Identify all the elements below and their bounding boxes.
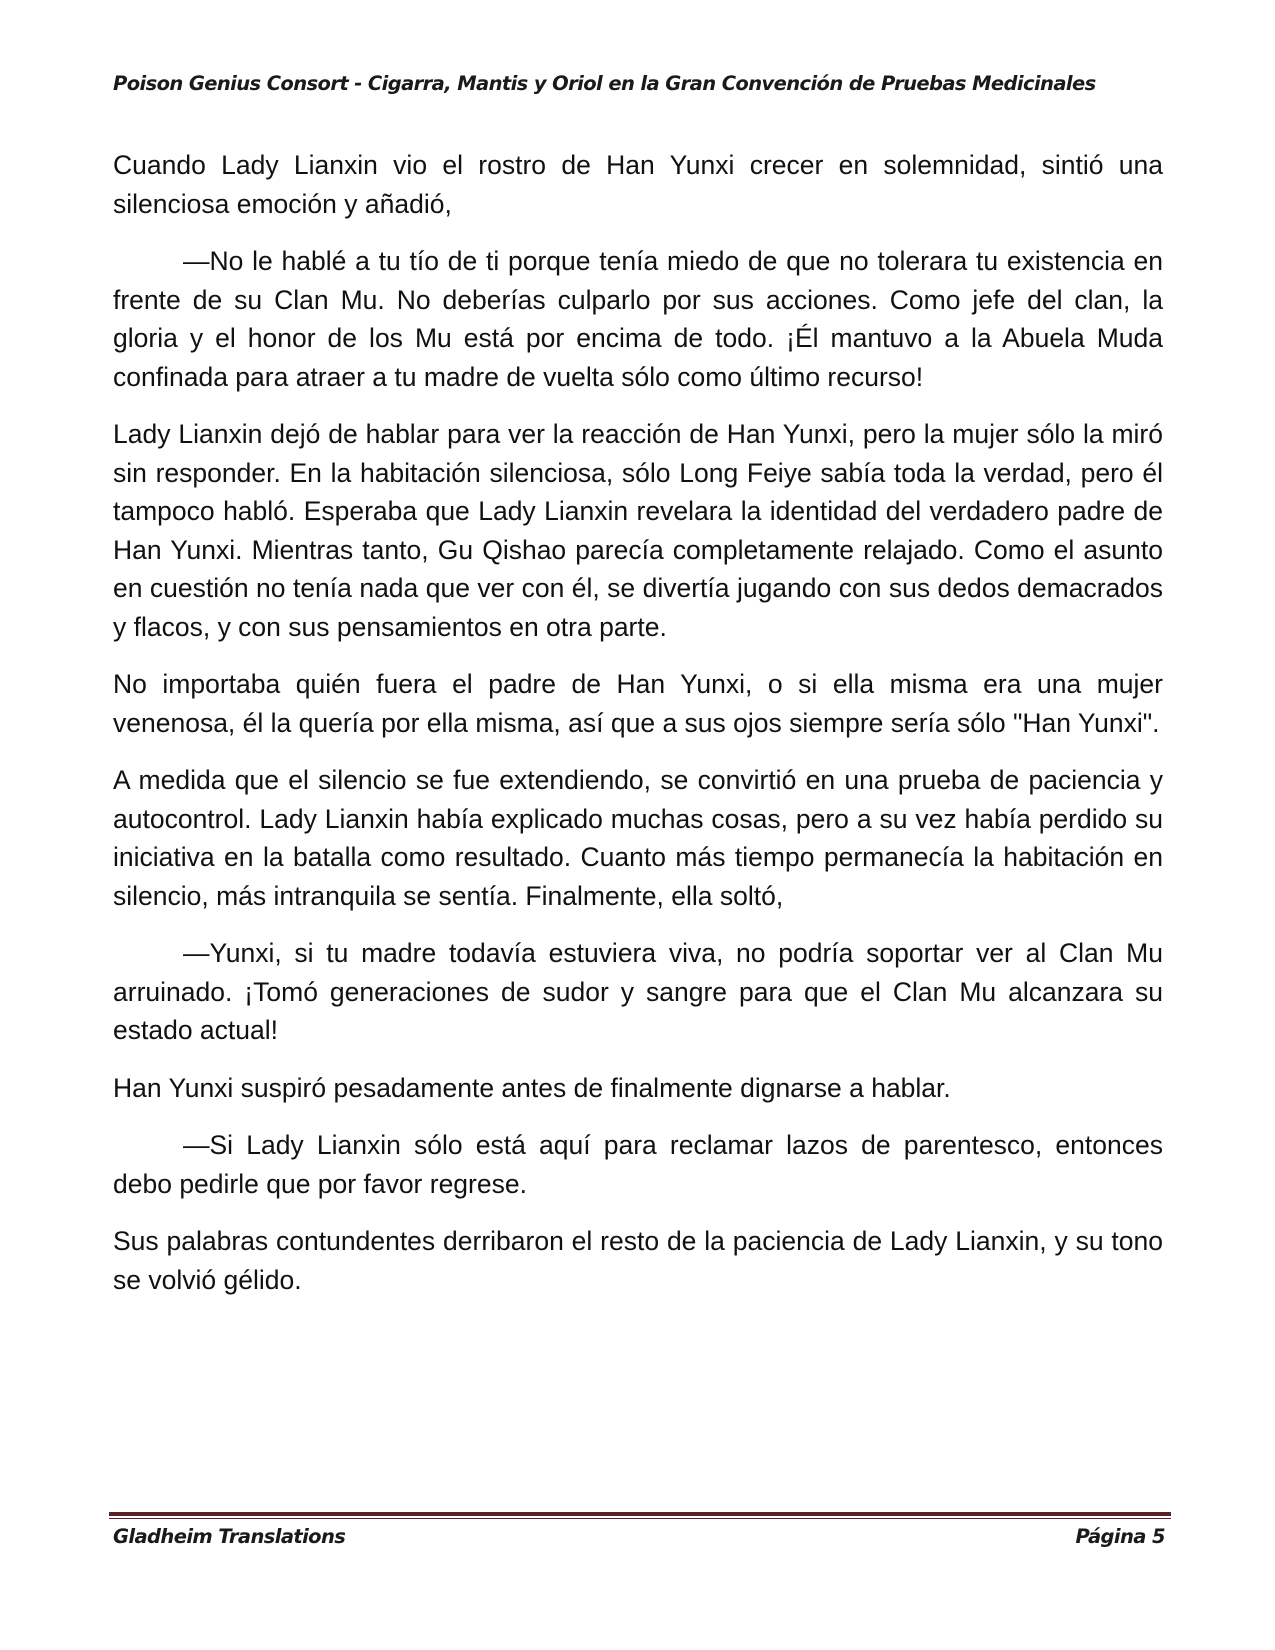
paragraph: Lady Lianxin dejó de hablar para ver la reacción de Han Yunxi, pero la mujer sólo la miró sin responder. En la habitación silenciosa, sólo Long Feiye sabía toda la verdad, pero él tampoco habló. Esperaba que Lady Lianxin revelara la identidad del verdadero padre de Han Yunxi. Mientras tanto, Gu Qishao parecía completamente relajado. Como el asunto en cuestión no tenía nada que ver con él, se divertía jugando con sus dedos demacrados y flacos, y con sus pensamientos en otra parte. [113, 419, 1163, 642]
paragraph: A medida que el silencio se fue extendiendo, se convirtió en una prueba de paciencia y autocontrol. Lady Lianxin había explicado muchas cosas, pero a su vez había perdido su iniciativa en la batalla como resultado. Cuanto más tiempo permanecía la habitación en silencio, más intranquila se sentía. Finalmente, ella soltó, [113, 765, 1163, 911]
paragraph: —No le hablé a tu tío de ti porque tenía miedo de que no tolerara tu existencia en frente de su Clan Mu. No deberías culparlo por sus acciones. Como jefe del clan, la gloria y el honor de los Mu está por encima de todo. ¡Él mantuvo a la Abuela Muda confinada para atraer a tu madre de vuelta sólo como último recurso! [113, 246, 1163, 392]
paragraph: Sus palabras contundentes derribaron el resto de la paciencia de Lady Lianxin, y su tono se volvió gélido. [113, 1226, 1163, 1295]
paragraph: No importaba quién fuera el padre de Han Yunxi, o si ella misma era una mujer venenosa, él la quería por ella misma, así que a sus ojos siempre sería sólo "Han Yunxi". [113, 669, 1163, 738]
body-text [113, 146, 1163, 1318]
footer-page-number: Página 5 [1075, 1525, 1165, 1548]
footer-divider-thin [109, 1518, 1171, 1519]
paragraph: Han Yunxi suspiró pesadamente antes de finalmente dignarse a hablar. [113, 1072, 951, 1103]
footer-divider-thick [109, 1512, 1171, 1516]
paragraph: —Yunxi, si tu madre todavía estuviera viva, no podría soportar ver al Clan Mu arruinado. ¡Tomó generaciones de sudor y sangre para que el Clan Mu alcanzara su estado actual! [113, 938, 1163, 1045]
page-header-title: Poison Genius Consort - Cigarra, Mantis y Oriol en la Gran Convención de Pruebas Medicinales [113, 72, 1096, 95]
paragraph: Cuando Lady Lianxin vio el rostro de Han Yunxi crecer en solemnidad, sintió una silenciosa emoción y añadió, [113, 150, 1163, 219]
footer-publisher: Gladheim Translations [113, 1525, 346, 1548]
footer-divider [109, 1512, 1171, 1519]
paragraph: —Si Lady Lianxin sólo está aquí para reclamar lazos de parentesco, entonces debo pedirle que por favor regrese. [113, 1130, 1163, 1199]
